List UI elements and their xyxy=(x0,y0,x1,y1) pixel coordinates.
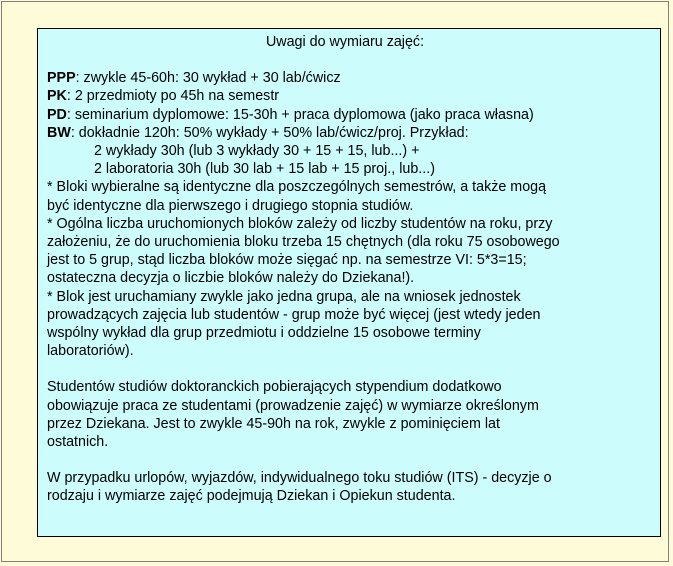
definition-pd xyxy=(47,106,651,124)
note-line: ostateczna decyzja o liczbie bloków należy do Dziekana!). xyxy=(47,270,415,287)
example-line: 2 laboratoria 30h (lub 30 lab + 15 lab + 15 proj., lub...) xyxy=(94,161,435,178)
paragraph-line: ostatnich. xyxy=(47,434,109,451)
note-bloki-wybieralne xyxy=(47,178,651,214)
note-line: wspólny wykład dla grup przedmiotu i oddzielne 15 osobowe terminy xyxy=(47,325,481,342)
definition-text: : dokładnie 120h: 50% wykłady + 50% lab/ćwicz/proj. Przykład: xyxy=(70,124,469,141)
definition-text: : 2 przedmioty po 45h na semestr xyxy=(66,88,280,105)
definition-abbr: PK xyxy=(47,88,67,105)
definition-abbr: BW xyxy=(47,124,71,141)
note-line: jest to 5 grup, stąd liczba bloków może sięgać np. na semestrze VI: 5*3=15; xyxy=(47,252,527,269)
definition-text: : seminarium dyplomowe: 15-30h + praca dyplomowa (jako praca własna) xyxy=(66,106,534,123)
notes-box xyxy=(37,28,661,537)
paragraph-line: przez Dziekana. Jest to zwykle 45-90h na rok, zwykle z pominięciem lat xyxy=(47,415,500,432)
definition-pk xyxy=(47,87,651,105)
note-blok-grupa xyxy=(47,288,651,361)
paragraph-line: obowiązuje praca ze studentami (prowadzenie zajęć) w wymiarze określonym xyxy=(47,397,539,414)
spacer xyxy=(47,360,651,378)
note-line: laboratoriów). xyxy=(47,343,134,360)
doctoral-paragraph xyxy=(47,378,651,451)
note-line: * Ogólna liczba uruchomionych bloków zależy od liczby studentów na roku, przy xyxy=(47,215,553,232)
notes-title: Uwagi do wymiaru zajęć: xyxy=(265,34,425,50)
definition-text: : zwykle 45-60h: 30 wykład + 30 lab/ćwicz xyxy=(75,70,341,87)
example-line: 2 wykłady 30h (lub 3 wykłady 30 + 15 + 15, lub...) + xyxy=(94,143,420,160)
definition-bw xyxy=(47,124,651,142)
definitions-list xyxy=(47,69,651,178)
note-line: * Bloki wybieralne są identyczne dla poszczególnych semestrów, a także mogą xyxy=(47,179,547,196)
definition-abbr: PD xyxy=(47,106,67,123)
note-liczba-blokow xyxy=(47,215,651,288)
paragraph-line: W przypadku urlopów, wyjazdów, indywidualnego toku studiów (ITS) - decyzje o xyxy=(47,470,552,487)
definition-ppp xyxy=(47,69,651,87)
spacer xyxy=(47,451,651,469)
leave-paragraph xyxy=(47,469,651,505)
note-line: * Blok jest uruchamiany zwykle jako jedna grupa, ale na wniosek jednostek xyxy=(47,288,521,305)
note-line: być identyczne dla pierwszego i drugiego stopnia studiów. xyxy=(47,197,414,214)
paragraph-line: Studentów studiów doktoranckich pobierających stypendium dodatkowo xyxy=(47,379,502,396)
note-line: założeniu, że do uruchomienia bloku trzeba 15 chętnych (dla roku 75 osobowego xyxy=(47,234,560,251)
note-line: prowadzących zajęcia lub studentów - grup może być więcej (jest wtedy jeden xyxy=(47,306,541,323)
definition-abbr: PPP xyxy=(47,70,76,87)
paragraph-line: rodzaju i wymiarze zajęć podejmują Dziekan i Opiekun studenta. xyxy=(47,488,456,505)
